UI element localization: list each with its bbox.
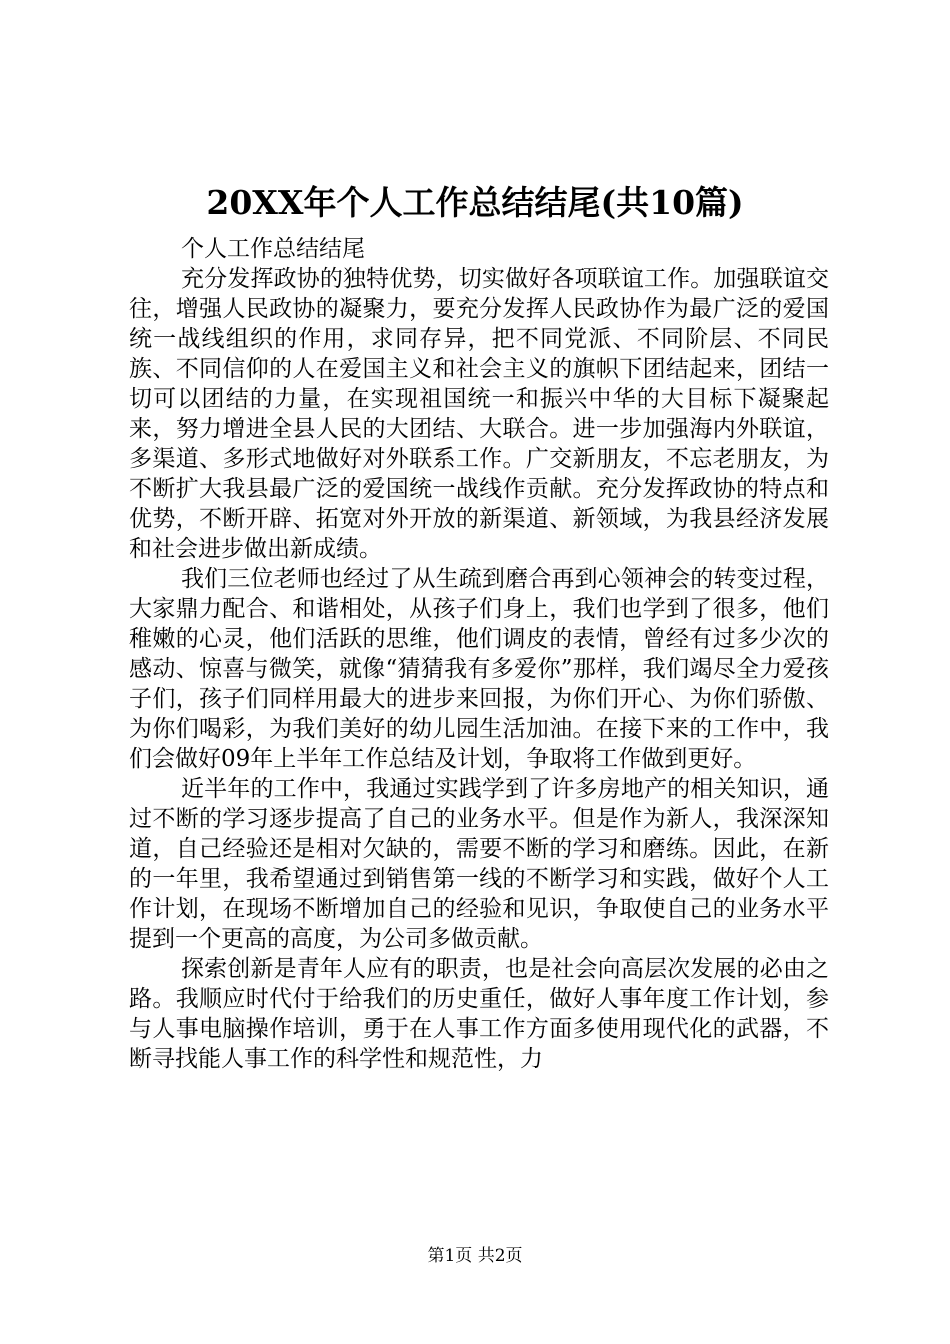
section-heading: 个人工作总结结尾 bbox=[181, 236, 365, 262]
document-title: 20XX年个人工作总结结尾(共10篇) bbox=[206, 183, 744, 222]
document-body bbox=[129, 234, 829, 1074]
page-number-footer: 第1页 共2页 bbox=[427, 1246, 523, 1266]
paragraph-4: 探索创新是青年人应有的职责，也是社会向高层次发展的必由之路。我顺应时代付于给我们的历史重任，做好人事年度工作计划，参与人事电脑操作培训，勇于在人事工作方面多使用现代化的武器，不断寻找能人事工作的科学性和规范性，力 bbox=[129, 956, 829, 1072]
paragraph-3: 近半年的工作中，我通过实践学到了许多房地产的相关知识，通过不断的学习逐步提高了自己的业务水平。但是作为新人，我深深知道，自己经验还是相对欠缺的，需要不断的学习和磨练。因此，在新的一年里，我希望通过到销售第一线的不断学习和实践，做好个人工作计划，在现场不断增加自己的经验和见识，争取使自己的业务水平提到一个更高的高度，为公司多做贡献。 bbox=[129, 776, 829, 952]
paragraph-1: 充分发挥政协的独特优势，切实做好各项联谊工作。加强联谊交往，增强人民政协的凝聚力，要充分发挥人民政协作为最广泛的爱国统一战线组织的作用，求同存异，把不同党派、不同阶层、不同民族、不同信仰的人在爱国主义和社会主义的旗帜下团结起来，团结一切可以团结的力量，在实现祖国统一和振兴中华的大目标下凝聚起来，努力增进全县人民的大团结、大联合。进一步加强海内外联谊，多渠道、多形式地做好对外联系工作。广交新朋友，不忘老朋友，为不断扩大我县最广泛的爱国统一战线作贡献。充分发挥政协的特点和优势，不断开辟、拓宽对外开放的新渠道、新领域，为我县经济发展和社会进步做出新成绩。 bbox=[129, 266, 829, 562]
paragraph-2: 我们三位老师也经过了从生疏到磨合再到心领神会的转变过程，大家鼎力配合、和谐相处，从孩子们身上，我们也学到了很多，他们稚嫩的心灵，他们活跃的思维，他们调皮的表情，曾经有过多少次的感动、惊喜与微笑，就像“猜猜我有多爱你”那样，我们竭尽全力爱孩子们，孩子们同样用最大的进步来回报，为你们开心、为你们骄傲、为你们喝彩，为我们美好的幼儿园生活加油。在接下来的工作中，我们会做好09年上半年工作总结及计划，争取将工作做到更好。 bbox=[129, 566, 829, 772]
